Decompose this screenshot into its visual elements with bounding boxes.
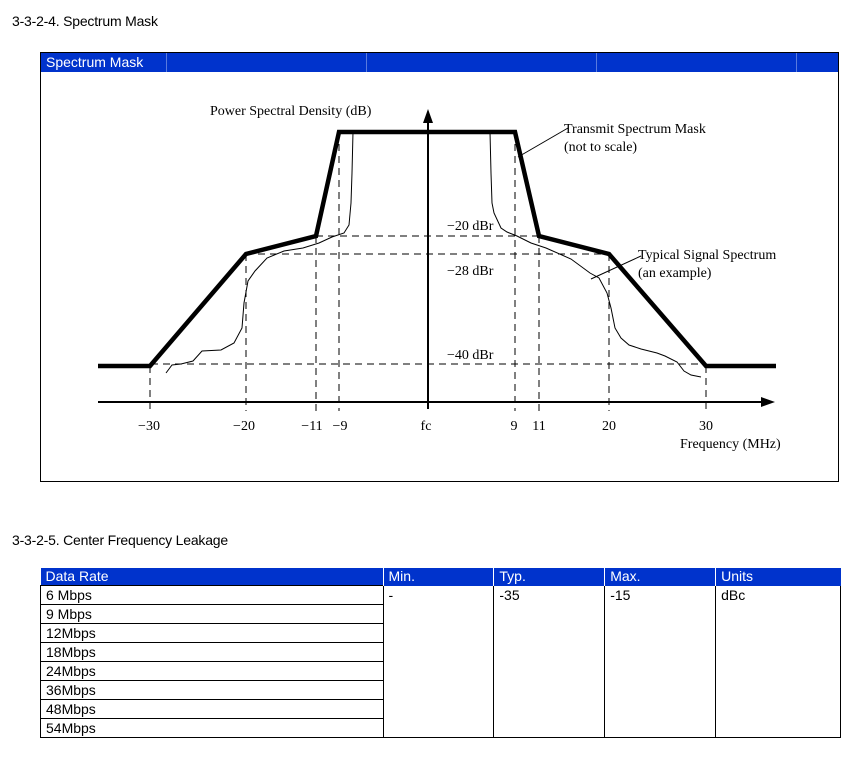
x-tick-label: 30 [699, 419, 713, 434]
signal-label-line1: Typical Signal Spectrum [638, 248, 777, 263]
data-rate-cell: 6 Mbps [41, 586, 384, 605]
typ-cell: -35 [494, 586, 605, 738]
col-header-units: Units [716, 568, 841, 586]
spectrum-mask-heading: 3-3-2-4. Spectrum Mask [12, 13, 158, 29]
spectrum-mask-chart [41, 53, 838, 481]
level-label-minus28: −28 dBr [447, 264, 494, 279]
table-row [41, 586, 841, 605]
col-header-typ: Typ. [494, 568, 605, 586]
data-rate-cell: 36Mbps [41, 681, 384, 700]
mask-label-line2: (not to scale) [564, 140, 638, 155]
mask-leader-line [518, 128, 568, 157]
data-rate-cell: 18Mbps [41, 643, 384, 662]
x-tick-label: −11 [301, 419, 323, 434]
data-rate-cell: 12Mbps [41, 624, 384, 643]
leakage-table [40, 568, 841, 738]
y-axis-label: Power Spectral Density (dB) [210, 104, 372, 119]
x-axis-label: Frequency (MHz) [680, 437, 781, 452]
level-label-minus40: −40 dBr [447, 348, 494, 363]
level-label-minus20: −20 dBr [447, 219, 494, 234]
center-frequency-leakage-heading: 3-3-2-5. Center Frequency Leakage [12, 532, 228, 548]
signal-label-line2: (an example) [638, 266, 712, 281]
col-header-data-rate: Data Rate [41, 568, 384, 586]
x-tick-label: 20 [602, 419, 616, 434]
col-header-max: Max. [605, 568, 716, 586]
x-tick-label: fc [420, 419, 432, 434]
data-rate-cell: 54Mbps [41, 719, 384, 738]
units-cell: dBc [716, 586, 841, 738]
mask-label-line1: Transmit Spectrum Mask [564, 122, 706, 137]
spectrum-mask-figure-box [40, 52, 839, 482]
max-cell: -15 [605, 586, 716, 738]
x-tick-label: 11 [532, 419, 546, 434]
data-rate-cell: 24Mbps [41, 662, 384, 681]
x-tick-label: −30 [138, 419, 160, 434]
y-axis-arrow [423, 109, 433, 123]
data-rate-cell: 9 Mbps [41, 605, 384, 624]
x-tick-label: 9 [510, 419, 518, 434]
x-tick-label: −20 [233, 419, 255, 434]
x-axis-arrow [761, 397, 775, 407]
figure-header-title: Spectrum Mask [46, 54, 144, 70]
col-header-min: Min. [383, 568, 494, 586]
table-header-row [41, 568, 841, 586]
x-tick-label: −9 [332, 419, 348, 434]
min-cell: - [383, 586, 494, 738]
data-rate-cell: 48Mbps [41, 700, 384, 719]
